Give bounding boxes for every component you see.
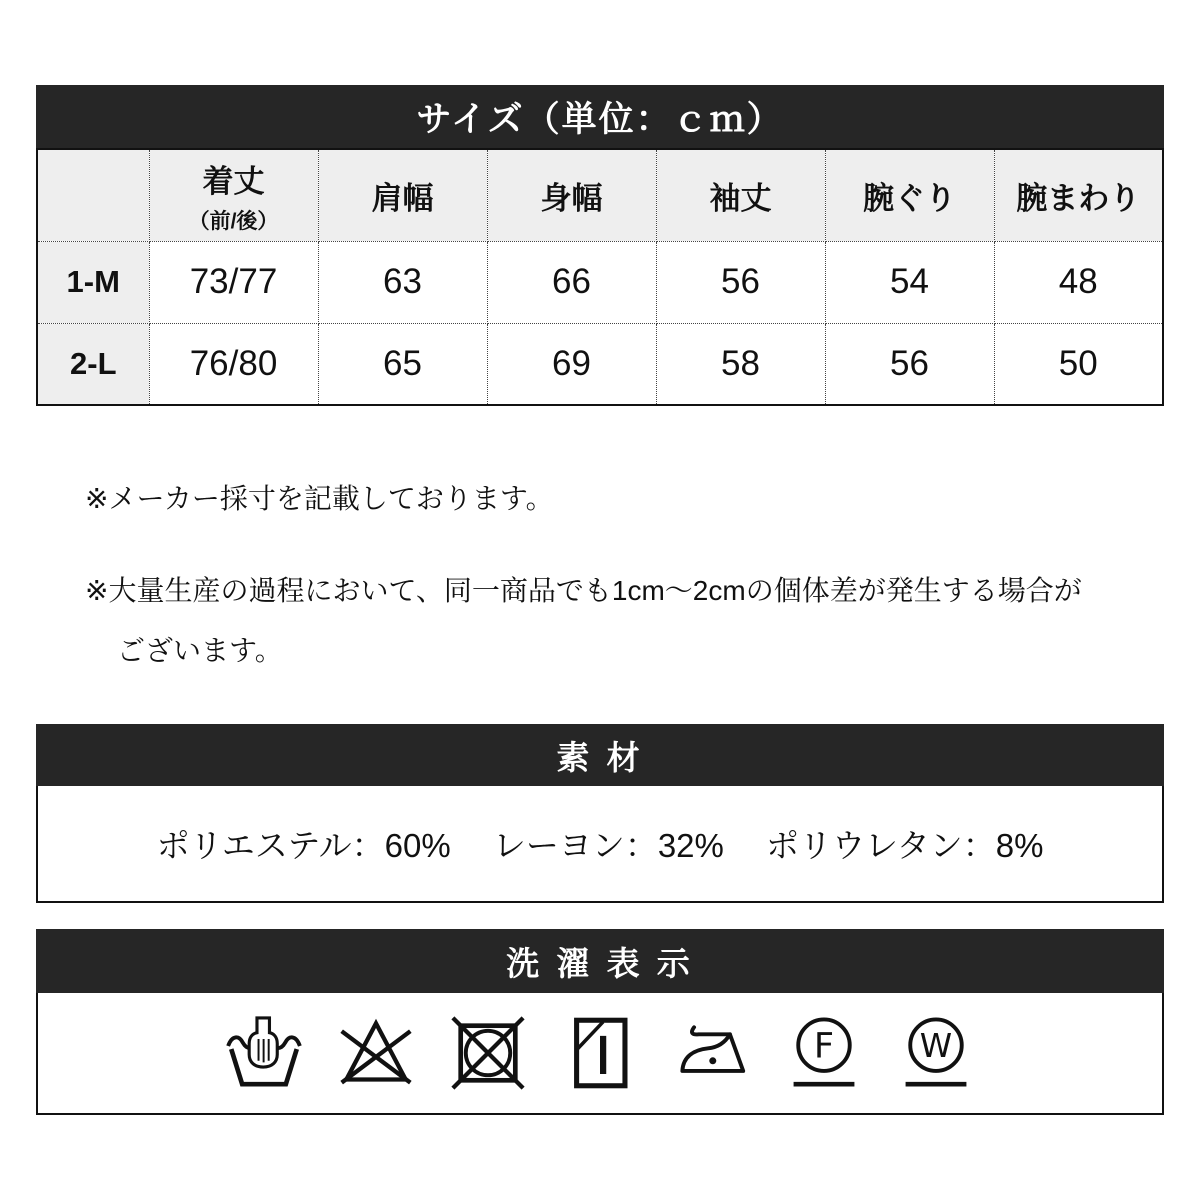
cell-value: 73/77	[149, 241, 318, 323]
line-dry-in-shade-icon	[561, 1014, 639, 1092]
wet-clean-w-gentle-icon	[897, 1014, 975, 1092]
care-section	[36, 929, 1164, 1115]
column-header-arm-circumference: 腕まわり	[994, 149, 1163, 241]
size-section	[36, 85, 1164, 406]
cell-value: 56	[825, 323, 994, 405]
care-section-title: 洗 濯 表 示	[36, 929, 1164, 993]
cell-value: 69	[487, 323, 656, 405]
column-header-label: 着丈	[202, 163, 265, 199]
column-header-body-length	[149, 149, 318, 241]
cell-value: 63	[318, 241, 487, 323]
hand-wash-icon	[225, 1014, 303, 1092]
column-header-armhole: 腕ぐり	[825, 149, 994, 241]
measurement-notes	[85, 477, 1145, 669]
table-row	[37, 241, 1163, 323]
column-header-sublabel: （前/後）	[188, 209, 279, 233]
size-section-title: サイズ（単位：ｃｍ）	[36, 85, 1164, 148]
note-manufacturer-measurement: ※メーカー採寸を記載しております。	[85, 483, 554, 514]
cell-value: 54	[825, 241, 994, 323]
care-symbols-row	[36, 993, 1164, 1115]
cell-value: 76/80	[149, 323, 318, 405]
cell-value: 66	[487, 241, 656, 323]
row-label-1m: 1-M	[37, 241, 149, 323]
material-composition: ポリエステル：60% レーヨン：32% ポリウレタン：8%	[36, 786, 1164, 903]
dry-clean-f-gentle-icon	[785, 1014, 863, 1092]
column-header-shoulder: 肩幅	[318, 149, 487, 241]
column-header-sleeve: 袖丈	[656, 149, 825, 241]
do-not-bleach-icon	[337, 1014, 415, 1092]
size-table-header-row	[37, 149, 1163, 241]
material-section-title: 素 材	[36, 724, 1164, 786]
table-row	[37, 323, 1163, 405]
material-section	[36, 724, 1164, 903]
cell-value: 56	[656, 241, 825, 323]
row-label-2l: 2-L	[37, 323, 149, 405]
size-table	[36, 148, 1164, 406]
column-header-chest: 身幅	[487, 149, 656, 241]
cell-value: 58	[656, 323, 825, 405]
cell-value: 48	[994, 241, 1163, 323]
svg-text:F: F	[813, 1025, 835, 1067]
cell-value: 65	[318, 323, 487, 405]
do-not-tumble-dry-icon	[449, 1014, 527, 1092]
note-mass-production-line2: ございます。	[117, 635, 283, 666]
svg-text:W: W	[919, 1026, 953, 1065]
cell-value: 50	[994, 323, 1163, 405]
corner-cell	[37, 149, 149, 241]
iron-low-heat-icon	[673, 1014, 751, 1092]
note-mass-production-line1: ※大量生産の過程において、同一商品でも1cm〜2cmの個体差が発生する場合が	[85, 575, 1082, 606]
